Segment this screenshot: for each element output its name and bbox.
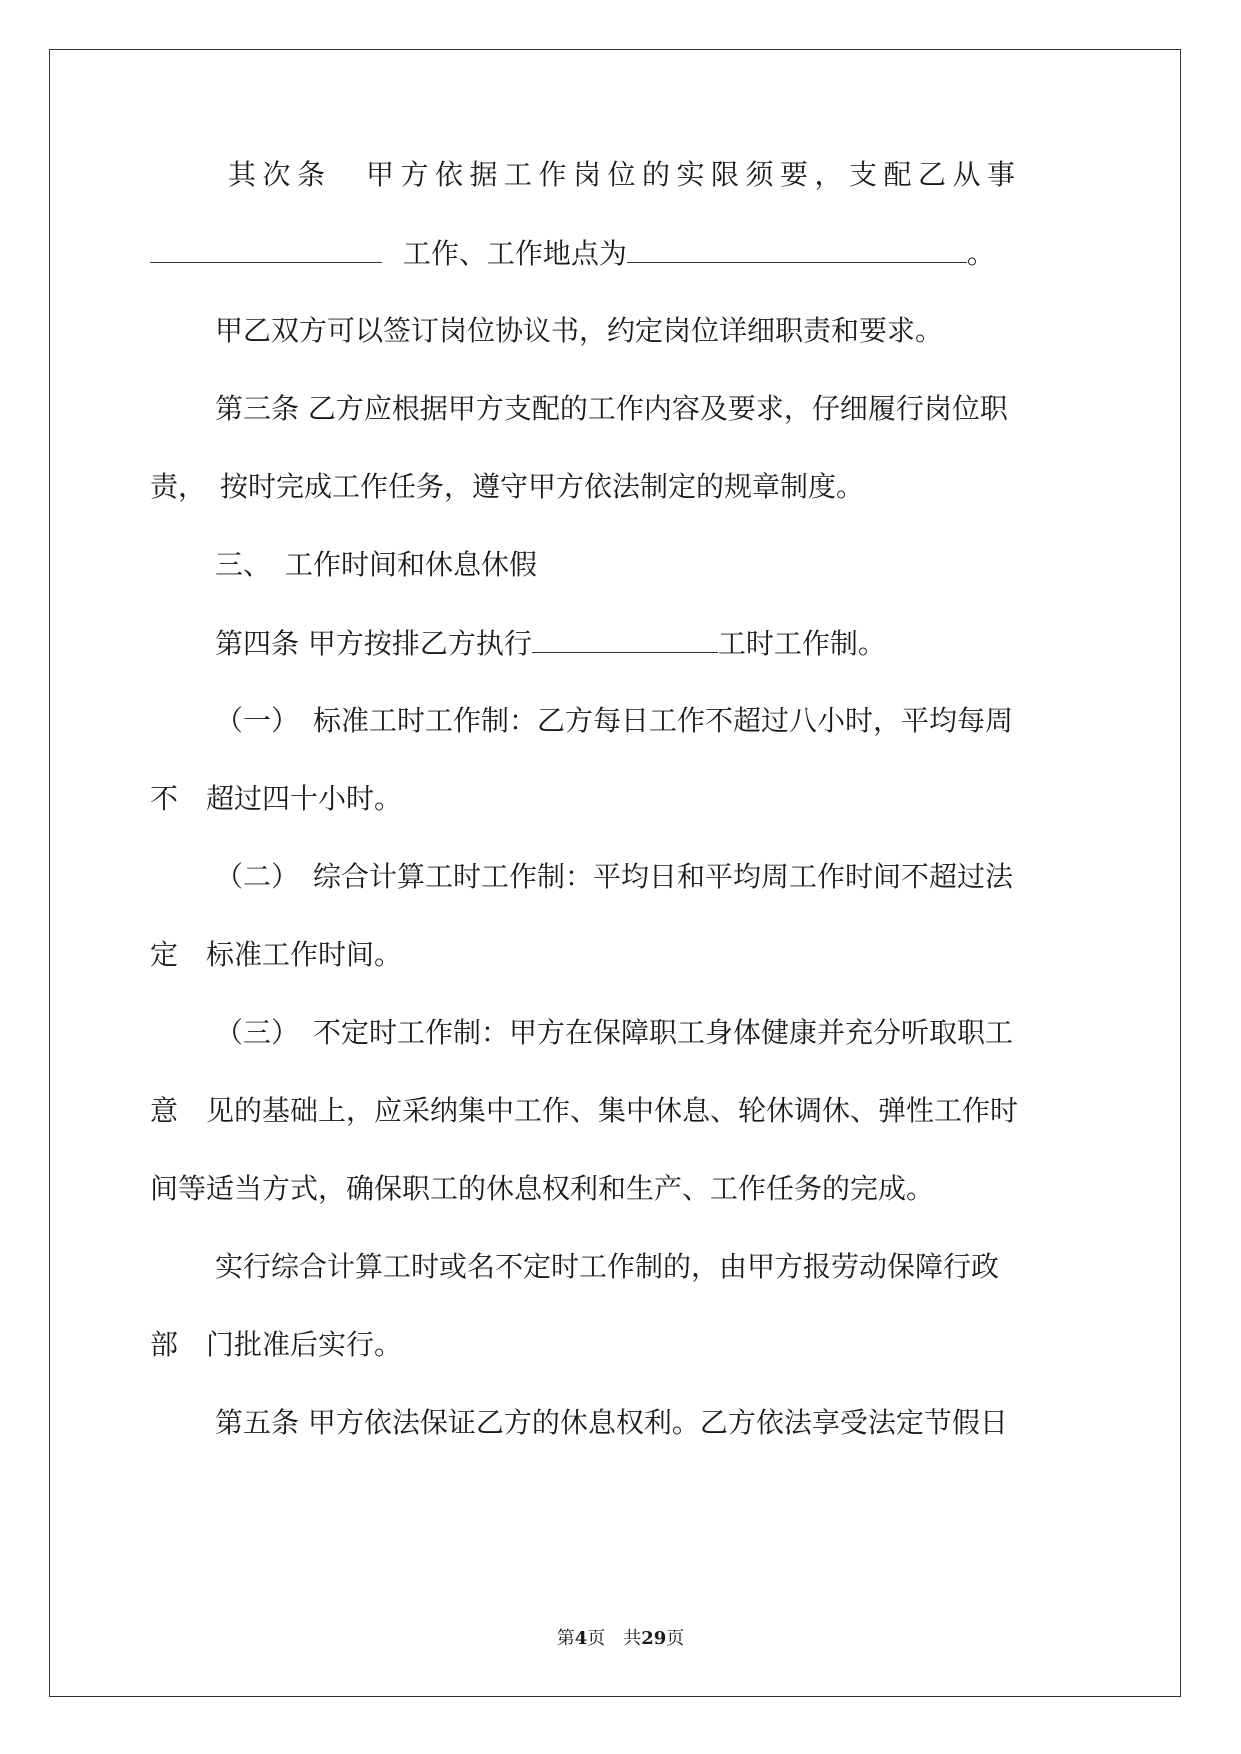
blank-underline [627,236,967,263]
page-footer [0,1628,1241,1650]
paragraph-line: 不 超过四十小时。 [150,782,403,815]
paragraph-line: 其次条 甲方依据工作岗位的实限须要，支配乙从事 [228,158,1022,191]
blank-label: 工时工作制。 [717,627,886,660]
paragraph-line: 部 门批准后实行。 [150,1328,403,1361]
paragraph-line: （三） 不定时工作制：甲方在保障职工身体健康并充分听取职工 [215,1016,1014,1049]
paragraph-line [215,626,886,661]
paragraph-line: （一） 标准工时工作制：乙方每日工作不超过八小时，平均每周 [215,704,1014,737]
paragraph-line: 第五条 甲方依法保证乙方的休息权利。乙方依法享受法定节假日 [215,1406,1008,1439]
blank-underline [532,626,718,653]
paragraph-line: 间等适当方式，确保职工的休息权利和生产、工作任务的完成。 [150,1172,935,1205]
footer-total-pages: 29 [641,1628,667,1649]
footer-page-prefix: 第 [556,1628,575,1649]
paragraph-line: 第三条 乙方应根据甲方支配的工作内容及要求，仔细履行岗位职 [215,392,1008,425]
section-heading: 三、 工作时间和休息休假 [215,548,538,581]
paragraph-line: （二） 综合计算工时工作制：平均日和平均周工作时间不超过法 [215,860,1014,893]
paragraph-line [150,236,995,271]
footer-page-number: 4 [574,1628,588,1649]
paragraph-line: 甲乙双方可以签订岗位协议书，约定岗位详细职责和要求。 [215,314,944,347]
blank-label: 。 [966,237,995,270]
blank-label: 工作、工作地点为 [402,237,627,270]
footer-page-mid: 页 共 [587,1628,642,1649]
blank-label: 第四条 甲方按排乙方执行 [215,627,532,660]
footer-page-suffix: 页 [666,1628,685,1649]
paragraph-line: 定 标准工作时间。 [150,938,403,971]
paragraph-line: 实行综合计算工时或名不定时工作制的，由甲方报劳动保障行政 [215,1250,1000,1283]
blank-underline [150,236,382,263]
paragraph-line: 责， 按时完成工作任务，遵守甲方依法制定的规章制度。 [150,470,865,503]
paragraph-line: 意 见的基础上，应采纳集中工作、集中休息、轮休调休、弹性工作时 [150,1094,1019,1127]
